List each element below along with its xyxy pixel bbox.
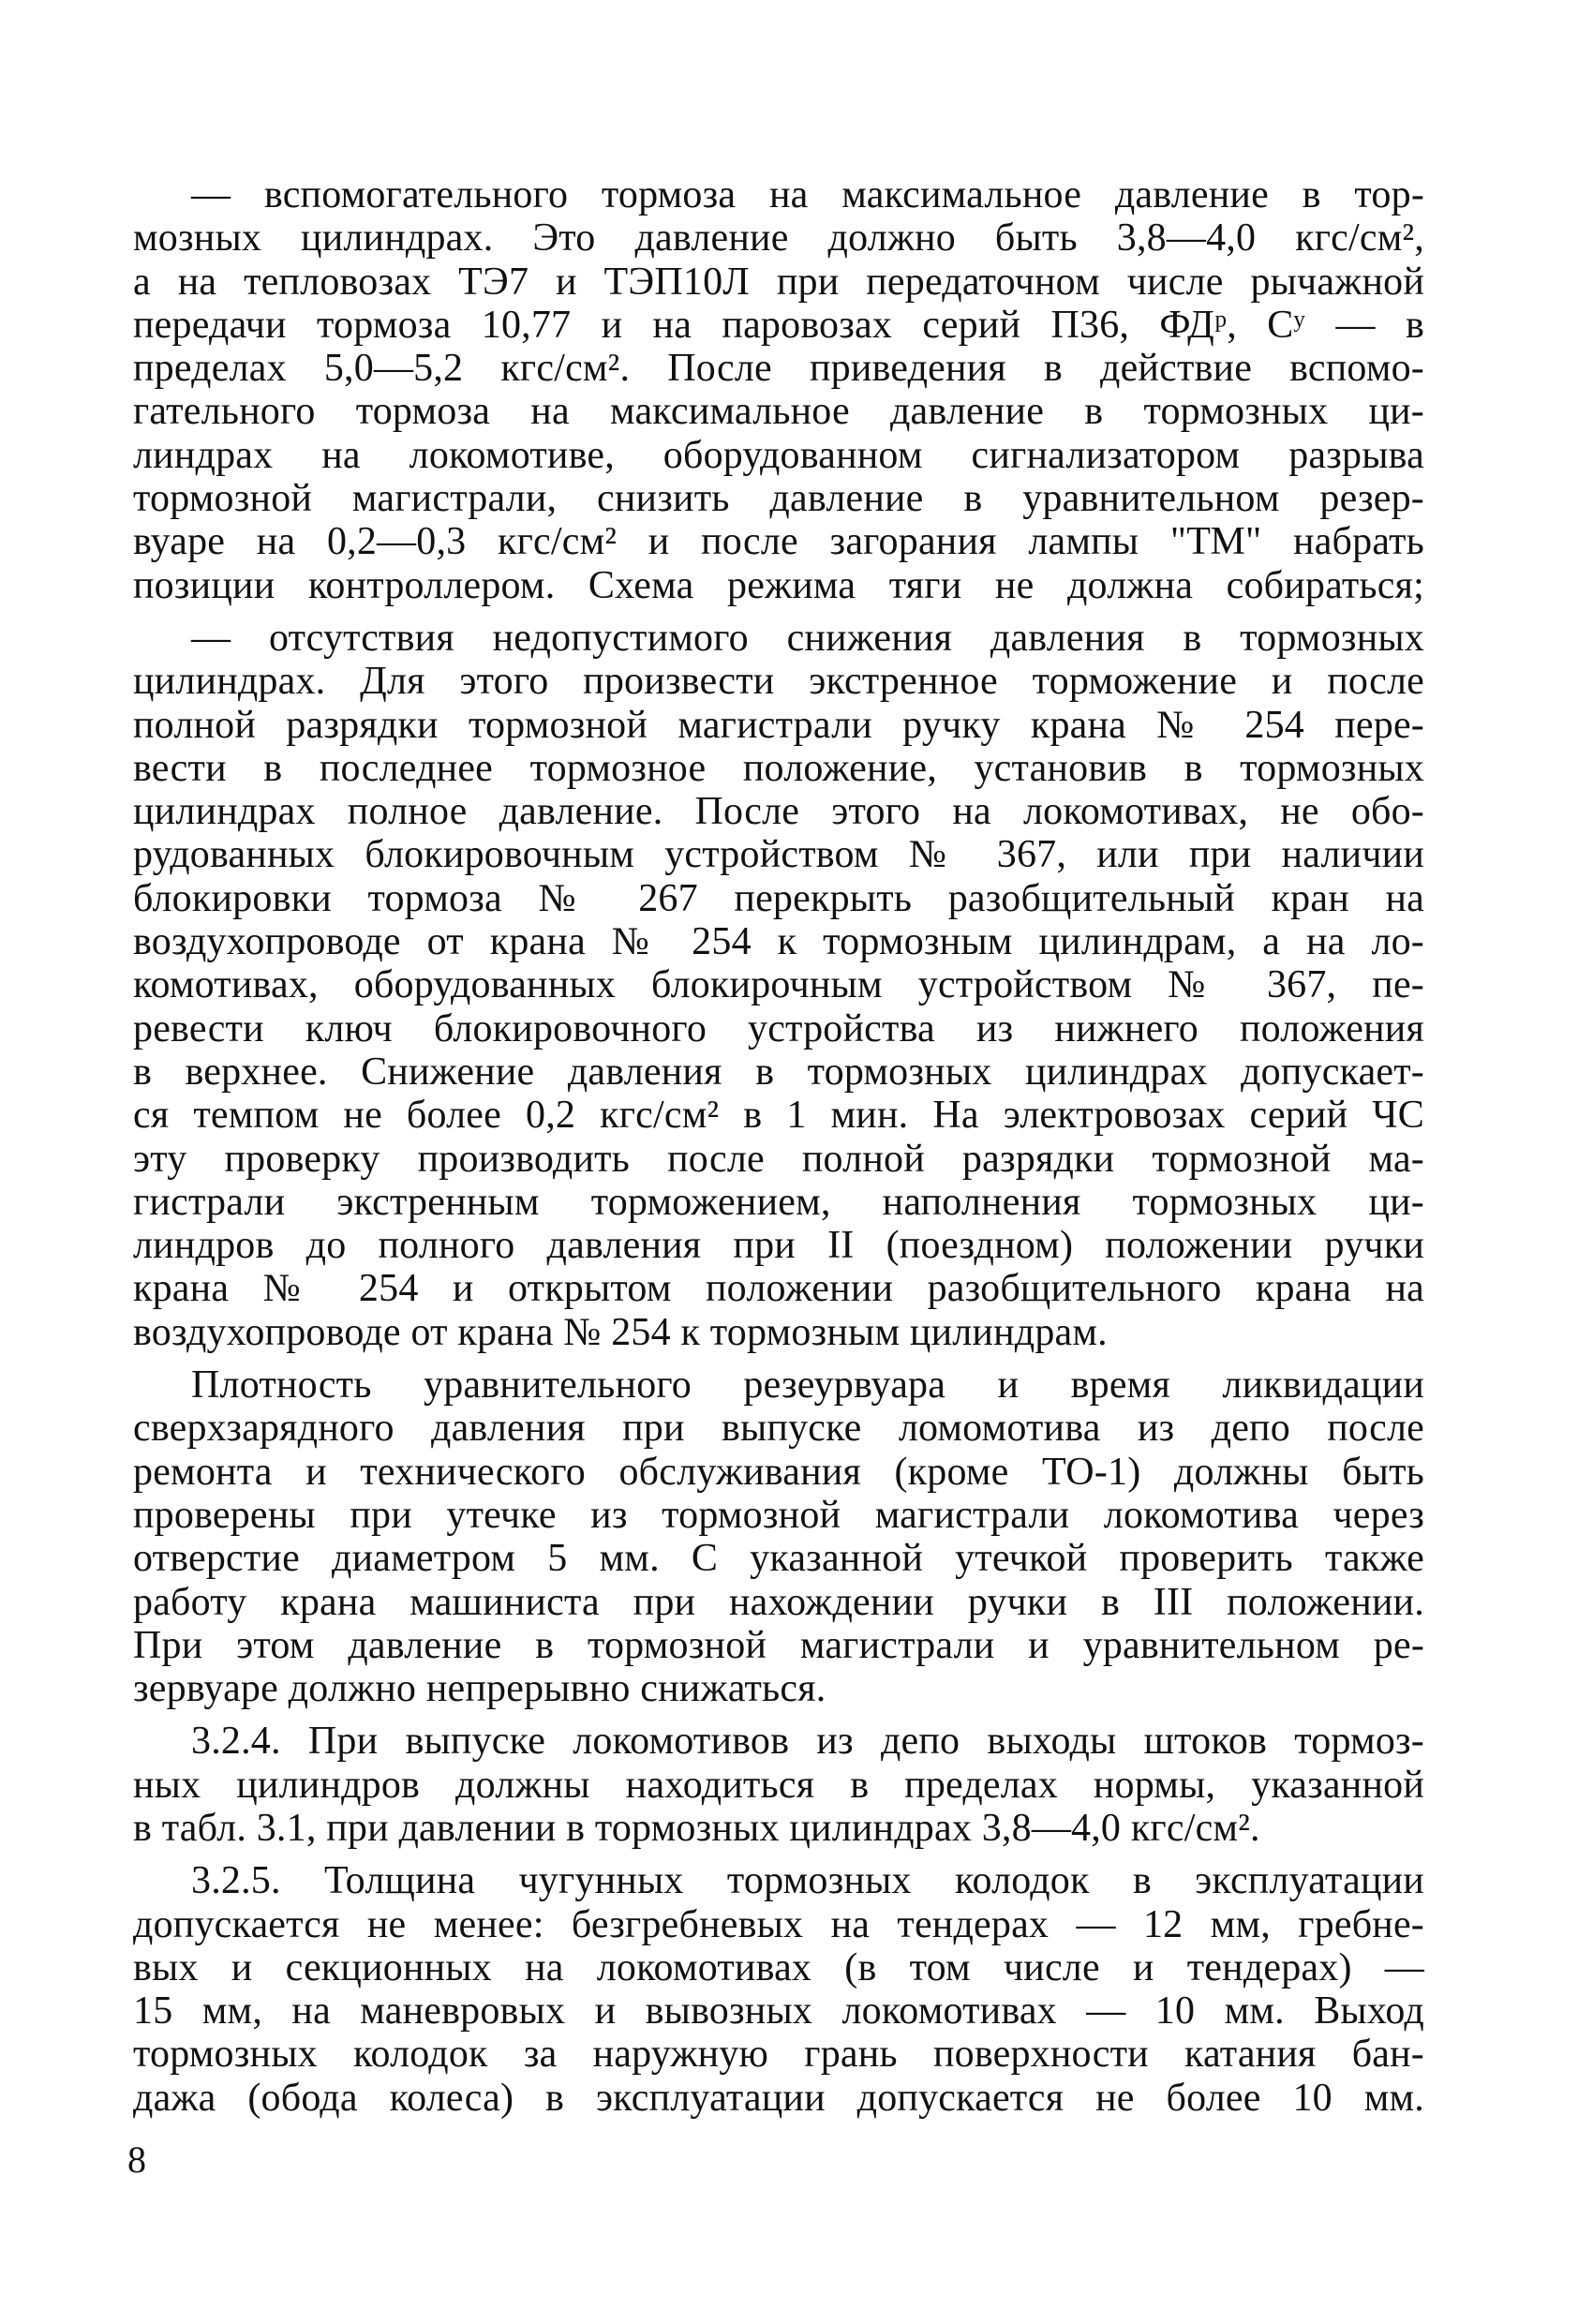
text-line: в табл. 3.1, при давлении в тормозных цилиндрах 3,8—4,0 кгс/см². <box>133 1806 1260 1850</box>
text-line: ся темпом не более 0,2 кгс/см² в 1 мин. На электровозах серий ЧС <box>133 1094 1424 1138</box>
text-line: эту проверку производить после полной разрядки тормозной ма- <box>133 1137 1424 1181</box>
paragraph-equalizing-reservoir <box>133 1363 1424 1710</box>
text-line: Плотность уравнительного резеурвуара и время ликвидации <box>191 1363 1424 1408</box>
text-line: гательного тормоза на максимальное давление в тормозных ци- <box>133 390 1424 434</box>
text-line: передачи тормоза 10,77 и на паровозах серий П36, ФДᵖ, Сʸ — в <box>133 303 1424 347</box>
text-line: линдров до полного давления при II (поездном) положении ручки <box>133 1224 1424 1268</box>
text-line: в верхнее. Снижение давления в тормозных цилиндрах допускает- <box>133 1050 1424 1094</box>
text-line: тормозных колодок за наружную грань поверхности катания бан- <box>133 2033 1424 2077</box>
paragraph-3-2-4 <box>133 1720 1424 1850</box>
paragraph-pressure-drop <box>133 617 1424 1354</box>
text-line: — вспомогательного тормоза на максимальное давление в тор- <box>191 173 1424 216</box>
text-line: проверены при утечке из тормозной магистрали локомотива через <box>133 1493 1424 1537</box>
text-line: отверстие диаметром 5 мм. С указанной утечкой проверить также <box>133 1537 1424 1581</box>
text-line: рудованных блокировочным устройством № 367, или при наличии <box>133 833 1424 877</box>
text-line: дажа (обода колеса) в эксплуатации допускается не более 10 мм. <box>133 2076 1424 2120</box>
text-line: воздухопроводе от крана № 254 к тормозным цилиндрам. <box>133 1310 1108 1354</box>
paragraph-auxiliary-brake <box>133 173 1424 607</box>
text-line: цилиндрах. Для этого произвести экстренное торможение и после <box>133 660 1424 704</box>
text-line: вести в последнее тормозное положение, установив в тормозных <box>133 746 1424 790</box>
text-line: комотивах, оборудованных блокирочным устройством № 367, пе- <box>133 963 1424 1007</box>
text-line: 15 мм, на маневровых и вывозных локомотивах — 10 мм. Выход <box>133 1989 1424 2034</box>
page-number: 8 <box>127 2138 146 2181</box>
text-line: крана № 254 и открытом положении разобщительного крана на <box>133 1267 1424 1311</box>
text-line: тормозной магистрали, снизить давление в уравнительном резер- <box>133 477 1424 521</box>
text-line: допускается не менее: безгребневых на тендерах — 12 мм, гребне- <box>133 1902 1424 1946</box>
text-line: ных цилиндров должны находиться в пределах нормы, указанной <box>133 1763 1424 1807</box>
page-body <box>133 173 1424 2129</box>
text-line: пределах 5,0—5,2 кгс/см². После приведения в действие вспомо- <box>133 347 1424 391</box>
text-line: воздухопроводе от крана № 254 к тормозным цилиндрам, а на ло- <box>133 920 1424 964</box>
text-line: вых и секционных на локомотивах (в том числе и тендерах) — <box>133 1945 1424 1989</box>
text-line: 3.2.4. При выпуске локомотивов из депо выходы штоков тормоз- <box>191 1720 1424 1764</box>
text-line: 3.2.5. Толщина чугунных тормозных колодок в эксплуатации <box>191 1859 1424 1903</box>
text-line: ревести ключ блокировочного устройства из нижнего положения <box>133 1006 1424 1050</box>
text-line: ремонта и технического обслуживания (кроме ТО-1) должны быть <box>133 1450 1424 1494</box>
text-line: работу крана машиниста при нахождении ручки в III положении. <box>133 1580 1424 1624</box>
text-line: цилиндрах полное давление. После этого на локомотивах, не обо- <box>133 790 1424 834</box>
text-line: При этом давление в тормозной магистрали и уравнительном ре- <box>133 1623 1424 1667</box>
text-line: линдрах на локомотиве, оборудованном сигнализатором разрыва <box>133 433 1424 477</box>
text-line: полной разрядки тормозной магистрали ручку крана № 254 пере- <box>133 703 1424 747</box>
text-line: а на тепловозах ТЭ7 и ТЭП10Л при передаточном числе рычажной <box>133 260 1424 304</box>
text-line: вуаре на 0,2—0,3 кгс/см² и после загорания лампы "ТМ" набрать <box>133 520 1424 564</box>
text-line: — отсутствия недопустимого снижения давления в тормозных <box>191 616 1424 660</box>
text-line: сверхзарядного давления при выпуске ломомотива из депо после <box>133 1407 1424 1451</box>
text-line: позиции контроллером. Схема режима тяги не должна собираться; <box>133 563 1424 607</box>
text-line: гистрали экстренным торможением, наполнения тормозных ци- <box>133 1180 1424 1224</box>
text-line: зервуаре должно непрерывно снижаться. <box>133 1667 826 1711</box>
paragraph-3-2-5 <box>133 1859 1424 2120</box>
text-line: блокировки тормоза № 267 перекрыть разобщительный кран на <box>133 876 1424 920</box>
text-line: мозных цилиндрах. Это давление должно быть 3,8—4,0 кгс/см², <box>133 216 1424 261</box>
